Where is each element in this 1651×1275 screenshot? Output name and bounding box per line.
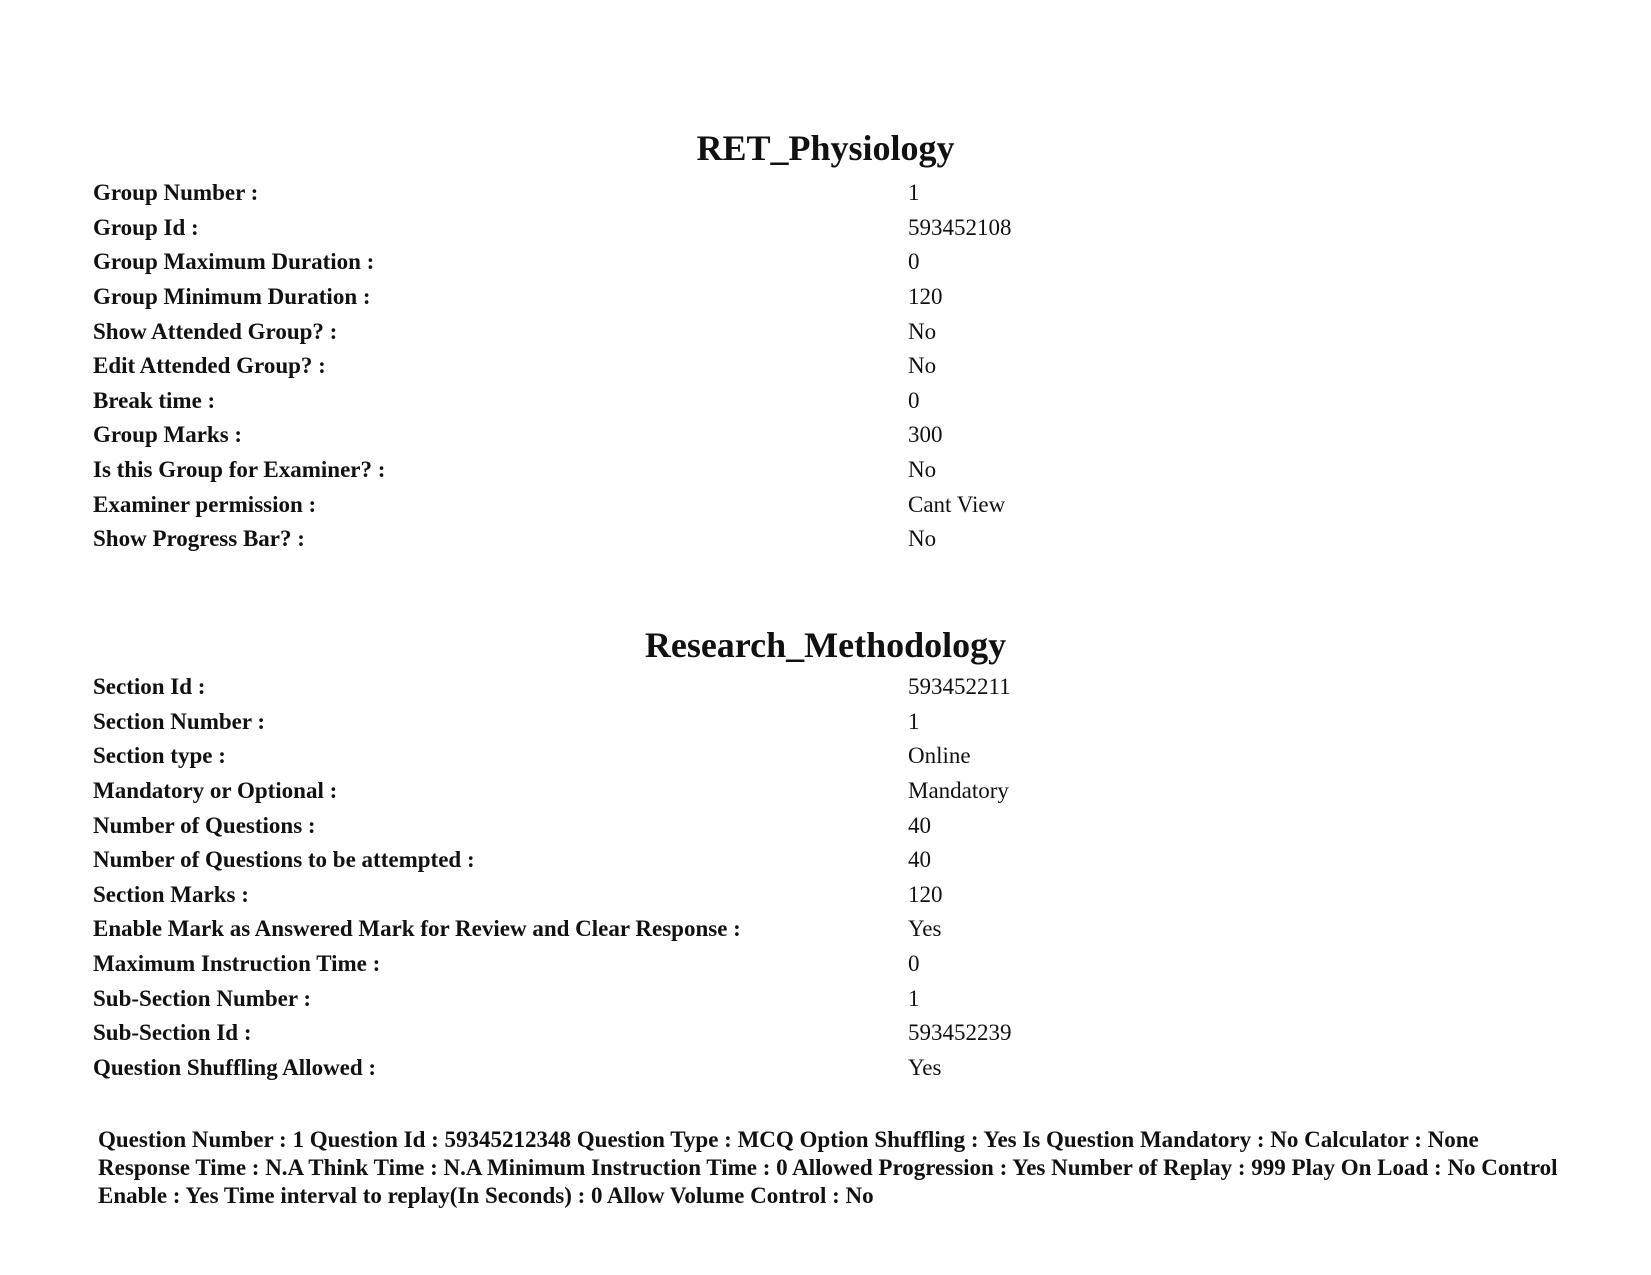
section-detail-row (93, 1016, 1293, 1051)
section-detail-label: Sub-Section Number : (93, 985, 312, 1011)
section-title: Research_Methodology (644, 625, 1007, 665)
section-detail-value: 1 (908, 985, 920, 1011)
section-detail-row (93, 774, 1293, 809)
group-detail-label: Examiner permission : (93, 491, 317, 517)
section-detail-row (93, 739, 1293, 774)
group-detail-row (93, 176, 1293, 211)
section-detail-label: Maximum Instruction Time : (93, 951, 381, 977)
group-detail-row (93, 245, 1293, 280)
section-detail-label: Section type : (93, 743, 226, 769)
group-detail-value: No (908, 353, 937, 379)
group-detail-label: Group Maximum Duration : (93, 249, 375, 275)
section-detail-row (93, 1051, 1293, 1086)
section-detail-value: 1 (908, 708, 920, 734)
group-detail-label: Group Minimum Duration : (93, 284, 371, 310)
group-detail-value: No (908, 526, 937, 552)
group-detail-label: Group Number : (93, 180, 259, 206)
section-detail-value: Online (908, 743, 971, 769)
section-detail-value: 40 (908, 847, 931, 873)
group-detail-value: 300 (908, 422, 943, 448)
question-metadata: Question Number : 1 Question Id : 59345212348 Question Type : MCQ Option Shuffling : Yes Is Question Mandatory : No Calculator : None Response Time : N.A Think Time : N.A Minimum Instruction Time : 0 Allowed Progression : Yes Number of Replay : 999 Play On Load : No Control Enable : Yes Time interval to replay(In Seconds) : 0 Allow Volume Control : No (98, 1127, 1558, 1208)
section-detail-label: Number of Questions : (93, 812, 316, 838)
group-detail-label: Is this Group for Examiner? : (93, 457, 386, 483)
group-detail-value: No (908, 318, 937, 344)
section-detail-value: 40 (908, 812, 931, 838)
group-details-table (93, 176, 1293, 557)
section-detail-row (93, 878, 1293, 913)
group-detail-value: 1 (908, 180, 920, 206)
section-detail-label: Enable Mark as Answered Mark for Review and Clear Response : (93, 916, 741, 942)
group-detail-value: Cant View (908, 491, 1006, 517)
group-detail-value: No (908, 457, 937, 483)
group-detail-label: Show Attended Group? : (93, 318, 338, 344)
section-detail-row (93, 670, 1293, 705)
group-detail-value: 0 (908, 249, 920, 275)
section-detail-label: Number of Questions to be attempted : (93, 847, 475, 873)
group-detail-label: Break time : (93, 387, 216, 413)
group-detail-row (93, 211, 1293, 246)
section-detail-row (93, 705, 1293, 740)
group-detail-row (93, 522, 1293, 557)
section-detail-label: Section Id : (93, 674, 206, 700)
group-detail-row (93, 384, 1293, 419)
section-detail-value: 120 (908, 881, 943, 907)
group-detail-row (93, 418, 1293, 453)
group-detail-row (93, 280, 1293, 315)
section-detail-label: Mandatory or Optional : (93, 778, 338, 804)
group-detail-label: Group Id : (93, 214, 199, 240)
section-detail-row (93, 981, 1293, 1016)
section-detail-row (93, 912, 1293, 947)
group-title: RET_Physiology (696, 128, 955, 168)
section-detail-value: 0 (908, 951, 920, 977)
section-detail-value: Mandatory (908, 778, 1009, 804)
group-detail-label: Show Progress Bar? : (93, 526, 305, 552)
section-detail-row (93, 843, 1293, 878)
group-detail-row (93, 453, 1293, 488)
group-detail-label: Group Marks : (93, 422, 243, 448)
group-detail-value: 593452108 (908, 214, 1012, 240)
group-detail-label: Edit Attended Group? : (93, 353, 326, 379)
section-detail-label: Question Shuffling Allowed : (93, 1054, 377, 1080)
section-detail-value: 593452211 (908, 674, 1011, 700)
section-detail-value: 593452239 (908, 1020, 1012, 1046)
group-detail-row (93, 487, 1293, 522)
section-detail-label: Sub-Section Id : (93, 1020, 252, 1046)
section-detail-value: Yes (908, 1054, 942, 1080)
section-detail-row (93, 808, 1293, 843)
section-detail-row (93, 947, 1293, 982)
section-details-table (93, 670, 1293, 1085)
group-detail-row (93, 349, 1293, 384)
group-detail-value: 120 (908, 284, 943, 310)
group-detail-value: 0 (908, 387, 920, 413)
section-detail-label: Section Marks : (93, 881, 249, 907)
section-detail-label: Section Number : (93, 708, 266, 734)
section-detail-value: Yes (908, 916, 942, 942)
group-detail-row (93, 314, 1293, 349)
